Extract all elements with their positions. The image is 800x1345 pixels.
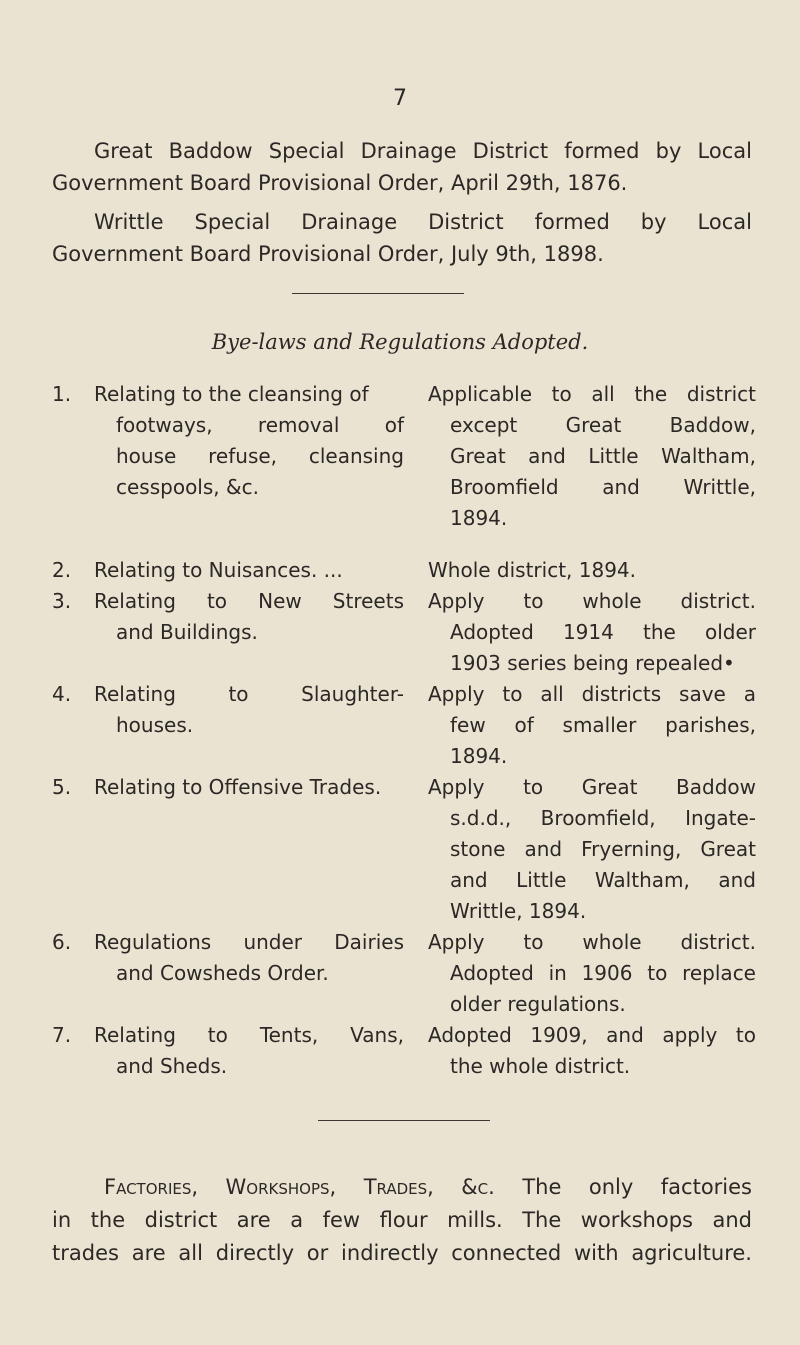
bye-law-subject [94,586,404,648]
bye-law-number: 6. [52,930,72,954]
text-line: 1894. [450,744,508,768]
text-line: Great Baddow Special Drainage District formed by Local [94,139,752,163]
text-line: Regulations under Dairies [94,930,404,954]
text-line: Writtle, 1894. [450,899,587,923]
text-line: 1894. [450,506,508,530]
bye-law-number: 1. [52,382,72,406]
text-line: Relating to Nuisances. ... [94,558,343,582]
text-line: Adopted 1914 the older [450,620,756,644]
bye-law-subject [94,679,404,741]
text-line: Apply to Great Baddow [428,775,756,799]
text-line: Great and Little Waltham, [450,444,756,468]
text-line: and Little Waltham, and [450,868,756,892]
bye-law-application [428,555,756,586]
text-line: and Cowsheds Order. [116,961,329,985]
bye-law-number: 5. [52,775,72,799]
text-line: Adopted 1909, and apply to [428,1023,756,1047]
page-number: 7 [393,86,407,111]
text-line: the whole district. [450,1054,631,1078]
factories-heading: Factories, Workshops, Trades, &c. [104,1175,495,1199]
factories-paragraph [52,1171,752,1270]
bye-law-subject [94,379,404,503]
text-line: houses. [116,713,194,737]
text-line: s.d.d., Broomfield, Ingate- [450,806,756,830]
text-line: Adopted in 1906 to replace [450,961,756,985]
text-line: Relating to New Streets [94,589,404,613]
text-line: Relating to Tents, Vans, [94,1023,404,1047]
text-line [52,1171,752,1204]
bye-law-application [428,679,756,772]
text-line: stone and Fryerning, Great [450,837,756,861]
bye-law-subject [94,927,404,989]
text-line: Writtle Special Drainage District formed by Local [94,210,752,234]
bye-law-number: 3. [52,589,72,613]
text-line: in the district are a few flour mills. The workshops and [52,1208,752,1232]
divider-rule [318,1120,490,1121]
text-line: footways, removal of [116,413,404,437]
text-line: except Great Baddow, [450,413,756,437]
text-line: Apply to whole district. [428,930,756,954]
divider-rule [292,293,464,294]
text-line: Whole district, 1894. [428,558,637,582]
bye-law-application [428,1020,756,1082]
text-line: few of smaller parishes, [450,713,756,737]
bye-law-application [428,927,756,1020]
text-line: Applicable to all the district [428,382,756,406]
text-line: 1903 series being repealed• [450,651,735,675]
text-line: Broomfield and Writtle, [450,475,756,499]
bye-law-application [428,772,756,927]
text-line: house refuse, cleansing [116,444,404,468]
text-line: Government Board Provisional Order, April 29th, 1876. [52,171,628,195]
text-line: Apply to all districts save a [428,682,756,706]
intro-paragraph-writtle [52,206,752,270]
bye-law-subject [94,772,404,803]
bye-law-number: 4. [52,682,72,706]
bye-law-application [428,586,756,679]
bye-law-subject [94,1020,404,1082]
text-line: Relating to Slaughter- [94,682,404,706]
text-line: and Sheds. [116,1054,228,1078]
text-line: Government Board Provisional Order, July 9th, 1898. [52,242,604,266]
text-line: trades are all directly or indirectly connected with agriculture. [52,1241,752,1265]
section-heading: Bye-laws and Regulations Adopted. [211,330,589,354]
bye-law-application [428,379,756,534]
bye-law-number: 2. [52,558,72,582]
text-span: The only factories [522,1175,752,1199]
text-line: Relating to Offensive Trades. [94,775,382,799]
text-line: cesspools, &c. [116,475,259,499]
text-line: Relating to the cleansing of [94,382,369,406]
text-line: older regulations. [450,992,626,1016]
bye-law-subject [94,555,404,586]
text-line: Apply to whole district. [428,589,756,613]
intro-paragraph-great-baddow [52,135,752,199]
bye-law-number: 7. [52,1023,72,1047]
text-line: and Buildings. [116,620,258,644]
